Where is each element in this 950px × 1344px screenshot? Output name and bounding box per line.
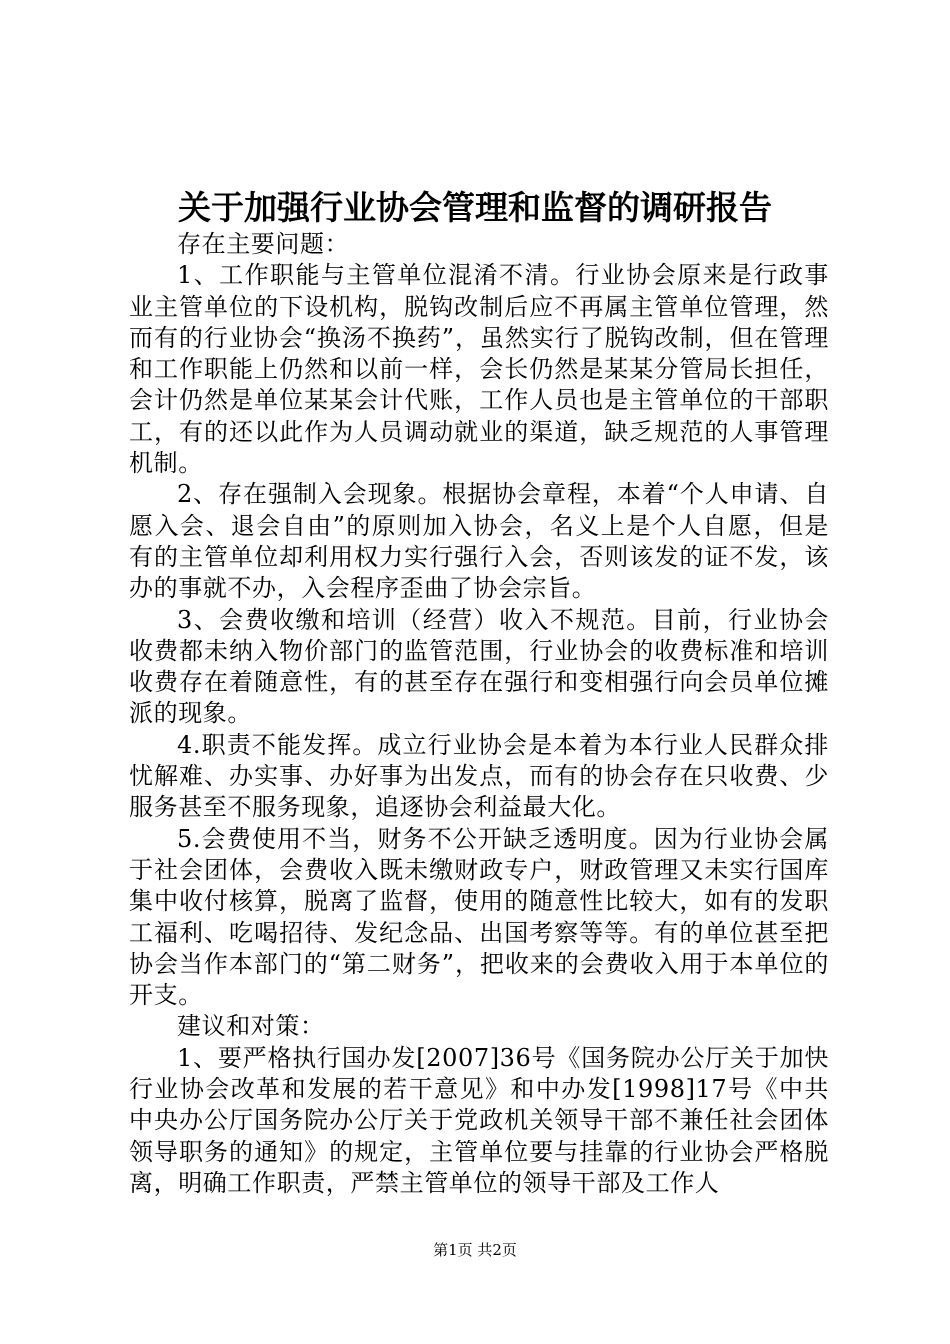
paragraph-problem-4: 4.职责不能发挥。成立行业协会是本着为本行业人民群众排忧解难、办实事、办好事为出发点，而有的协会存在只收费、少服务甚至不服务现象，追逐协会利益最大化。 xyxy=(129,730,829,822)
paragraph-problem-3: 3、会费收缴和培训（经营）收入不规范。目前，行业协会收费都未纳入物价部门的监管范围，行业协会的收费标准和培训收费存在着随意性，有的甚至存在强行和变相强行向会员单位摊派的现象。 xyxy=(129,605,829,728)
page-footer: 第1页 共2页 xyxy=(433,1241,517,1259)
paragraph-problem-2: 2、存在强制入会现象。根据协会章程，本着“个人申请、自愿入会、退会自由”的原则加入协会，名义上是个人自愿，但是有的主管单位却利用权力实行强行入会，否则该发的证不发，该办的事就不办，入会程序歪曲了协会宗旨。 xyxy=(129,480,829,603)
paragraph-suggestion-1: 1、要严格执行国办发[2007]36号《国务院办公厅关于加快行业协会改革和发展的若干意见》和中办发[1998]17号《中共中央办公厅国务院办公厅关于党政机关领导干部不兼任社会团体领导职务的通知》的规定，主管单位要与挂靠的行业协会严格脱离，明确工作职责，严禁主管单位的领导干部及工作人 xyxy=(129,1043,829,1197)
paragraph-problems-heading: 存在主要问题： xyxy=(177,230,350,258)
paragraph-problem-1: 1、工作职能与主管单位混淆不清。行业协会原来是行政事业主管单位的下设机构，脱钩改制后应不再属主管单位管理，然而有的行业协会“换汤不换药”，虽然实行了脱钩改制，但在管理和工作职能上仍然和以前一样，会长仍然是某某分管局长担任，会计仍然是单位某某会计代账，工作人员也是主管单位的干部职工，有的还以此作为人员调动就业的渠道，缺乏规范的人事管理机制。 xyxy=(129,261,829,478)
document-body xyxy=(129,229,829,1199)
paragraph-suggestions-heading: 建议和对策： xyxy=(177,1012,325,1041)
document-title: 关于加强行业协会管理和监督的调研报告 xyxy=(178,188,772,227)
paragraph-problem-5: 5.会费使用不当，财务不公开缺乏透明度。因为行业协会属于社会团体，会费收入既未缴财政专户，财政管理又未实行国库集中收付核算，脱离了监督，使用的随意性比较大，如有的发职工福利、吃喝招待、发纪念品、出国考察等等。有的单位甚至把协会当作本部门的“第二财务”，把收来的会费收入用于本单位的开支。 xyxy=(129,824,829,1010)
